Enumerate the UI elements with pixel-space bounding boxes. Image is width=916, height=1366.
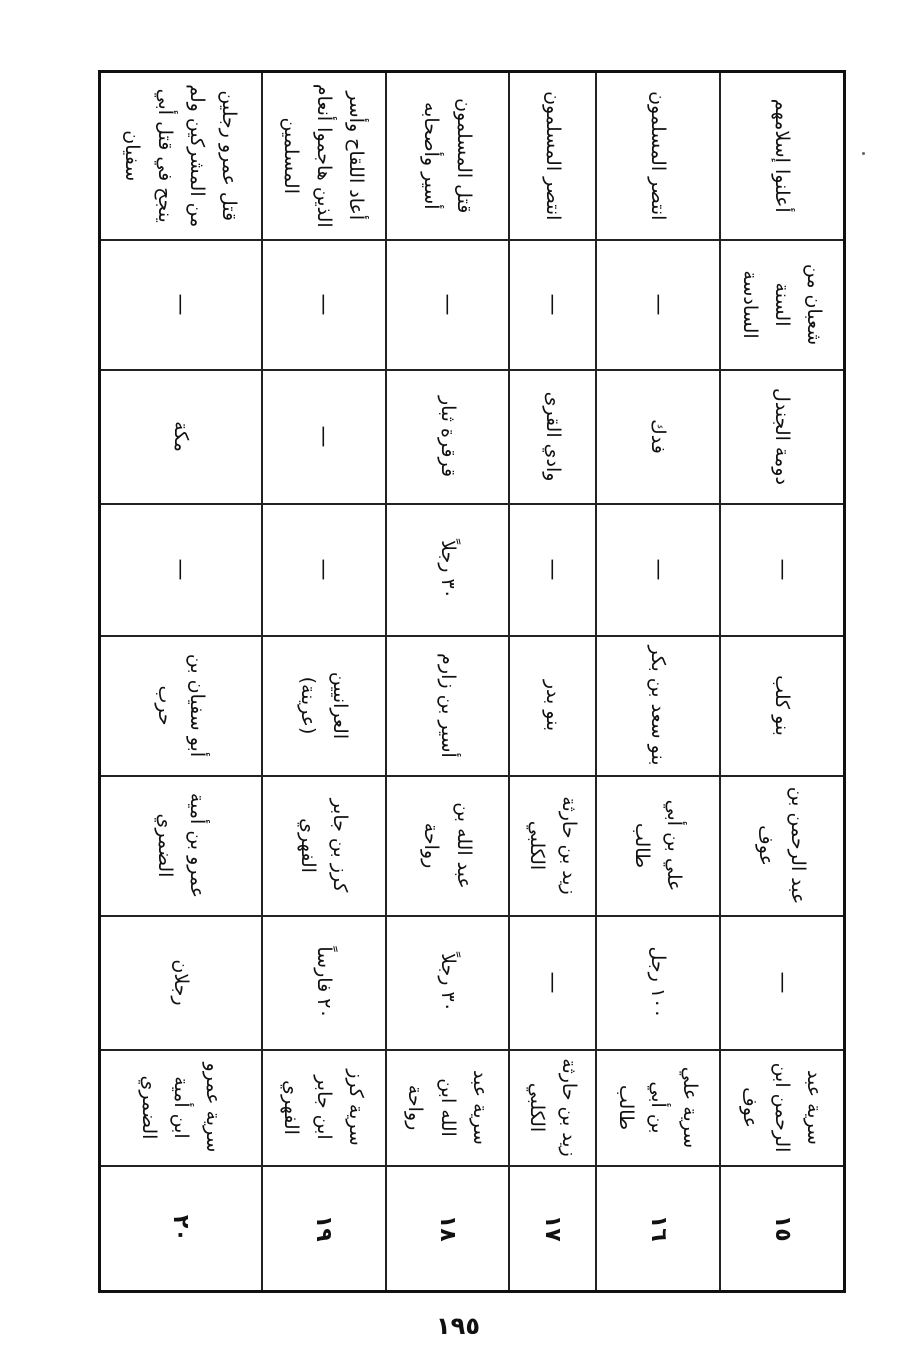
cell-number: ١٦: [596, 1166, 720, 1292]
cell-expedition: سرية عبد الله ابن رواحة: [386, 1050, 510, 1166]
cell-expedition: سرية علي بن أبي طالب: [596, 1050, 720, 1166]
table-row: [386, 72, 510, 1292]
table-row: [596, 72, 720, 1292]
cell-target: بنو كلب: [720, 636, 845, 776]
table-row: [262, 72, 386, 1292]
cell-place: وادي القرى: [509, 370, 596, 504]
cell-expedition: سرية عمرو ابن أمية الضمري: [100, 1050, 262, 1166]
cell-date: —: [596, 240, 720, 370]
cell-force: ٢٠ فارساً: [262, 916, 386, 1050]
cell-enemy: ٣٠ رجلاً: [386, 504, 510, 636]
cell-place: —: [262, 370, 386, 504]
cell-result: قتل عمرو رجلين من المشركين ولم ينجح في قتل أبي سفيان: [100, 72, 262, 240]
cell-target: أبو سفيان بن حرب: [100, 636, 262, 776]
cell-expedition: سرية عبد الرحمن ابن عوف: [720, 1050, 845, 1166]
cell-date: —: [100, 240, 262, 370]
cell-date: —: [262, 240, 386, 370]
cell-number: ١٩: [262, 1166, 386, 1292]
table-row: [720, 72, 845, 1292]
cell-target: بنو بدر: [509, 636, 596, 776]
cell-enemy: —: [262, 504, 386, 636]
cell-number: ٢٠: [100, 1166, 262, 1292]
table-row: [100, 72, 262, 1292]
cell-result: أعلنوا إسلامهم: [720, 72, 845, 240]
table-row: [509, 72, 596, 1292]
cell-date: —: [386, 240, 510, 370]
cell-leader: عمرو بن أمية الضمري: [100, 776, 262, 916]
cell-force: ١٠٠ رجل: [596, 916, 720, 1050]
cell-force: ٣٠ رجلاً: [386, 916, 510, 1050]
cell-enemy: —: [509, 504, 596, 636]
cell-leader: كرز بن جابر الفهري: [262, 776, 386, 916]
cell-enemy: —: [720, 504, 845, 636]
cell-target: أسير بن زارم: [386, 636, 510, 776]
cell-place: دومة الجندل: [720, 370, 845, 504]
cell-leader: علي بن أبي طالب: [596, 776, 720, 916]
cell-date: —: [509, 240, 596, 370]
cell-force: —: [509, 916, 596, 1050]
cell-number: ١٧: [509, 1166, 596, 1292]
cell-leader: زيد بن حارثة الكلبي: [509, 776, 596, 916]
cell-place: فدك: [596, 370, 720, 504]
page-number: ١٩٥: [436, 1312, 480, 1340]
cell-number: ١٨: [386, 1166, 510, 1292]
cell-enemy: —: [100, 504, 262, 636]
cell-target: بنو سعد بن بكر: [596, 636, 720, 776]
cell-leader: عبد الرحمن بن عوف: [720, 776, 845, 916]
cell-date: شعبان من السنة السادسة: [720, 240, 845, 370]
cell-force: —: [720, 916, 845, 1050]
cell-enemy: —: [596, 504, 720, 636]
expeditions-table: [98, 70, 846, 1293]
cell-force: رجلان: [100, 916, 262, 1050]
cell-result: انتصر المسلمون: [509, 72, 596, 240]
cell-target: العرانيين (عرينة): [262, 636, 386, 776]
cell-place: مكة: [100, 370, 262, 504]
cell-leader: عبد الله بن رواحة: [386, 776, 510, 916]
cell-number: ١٥: [720, 1166, 845, 1292]
cell-result: انتصر المسلمون: [596, 72, 720, 240]
cell-expedition: زيد بن حارثة الكلبي: [509, 1050, 596, 1166]
cell-expedition: سرية كرز ابن جابر الفهري: [262, 1050, 386, 1166]
cell-place: قرقرة ثبار: [386, 370, 510, 504]
cell-result: أعاد اللقاح وأسر الذين هاجموا أنعام المسلمين: [262, 72, 386, 240]
cell-result: قتل المسلمون أسير وأصحابه: [386, 72, 510, 240]
scan-speck: [862, 152, 865, 155]
table-container: [98, 70, 846, 1290]
